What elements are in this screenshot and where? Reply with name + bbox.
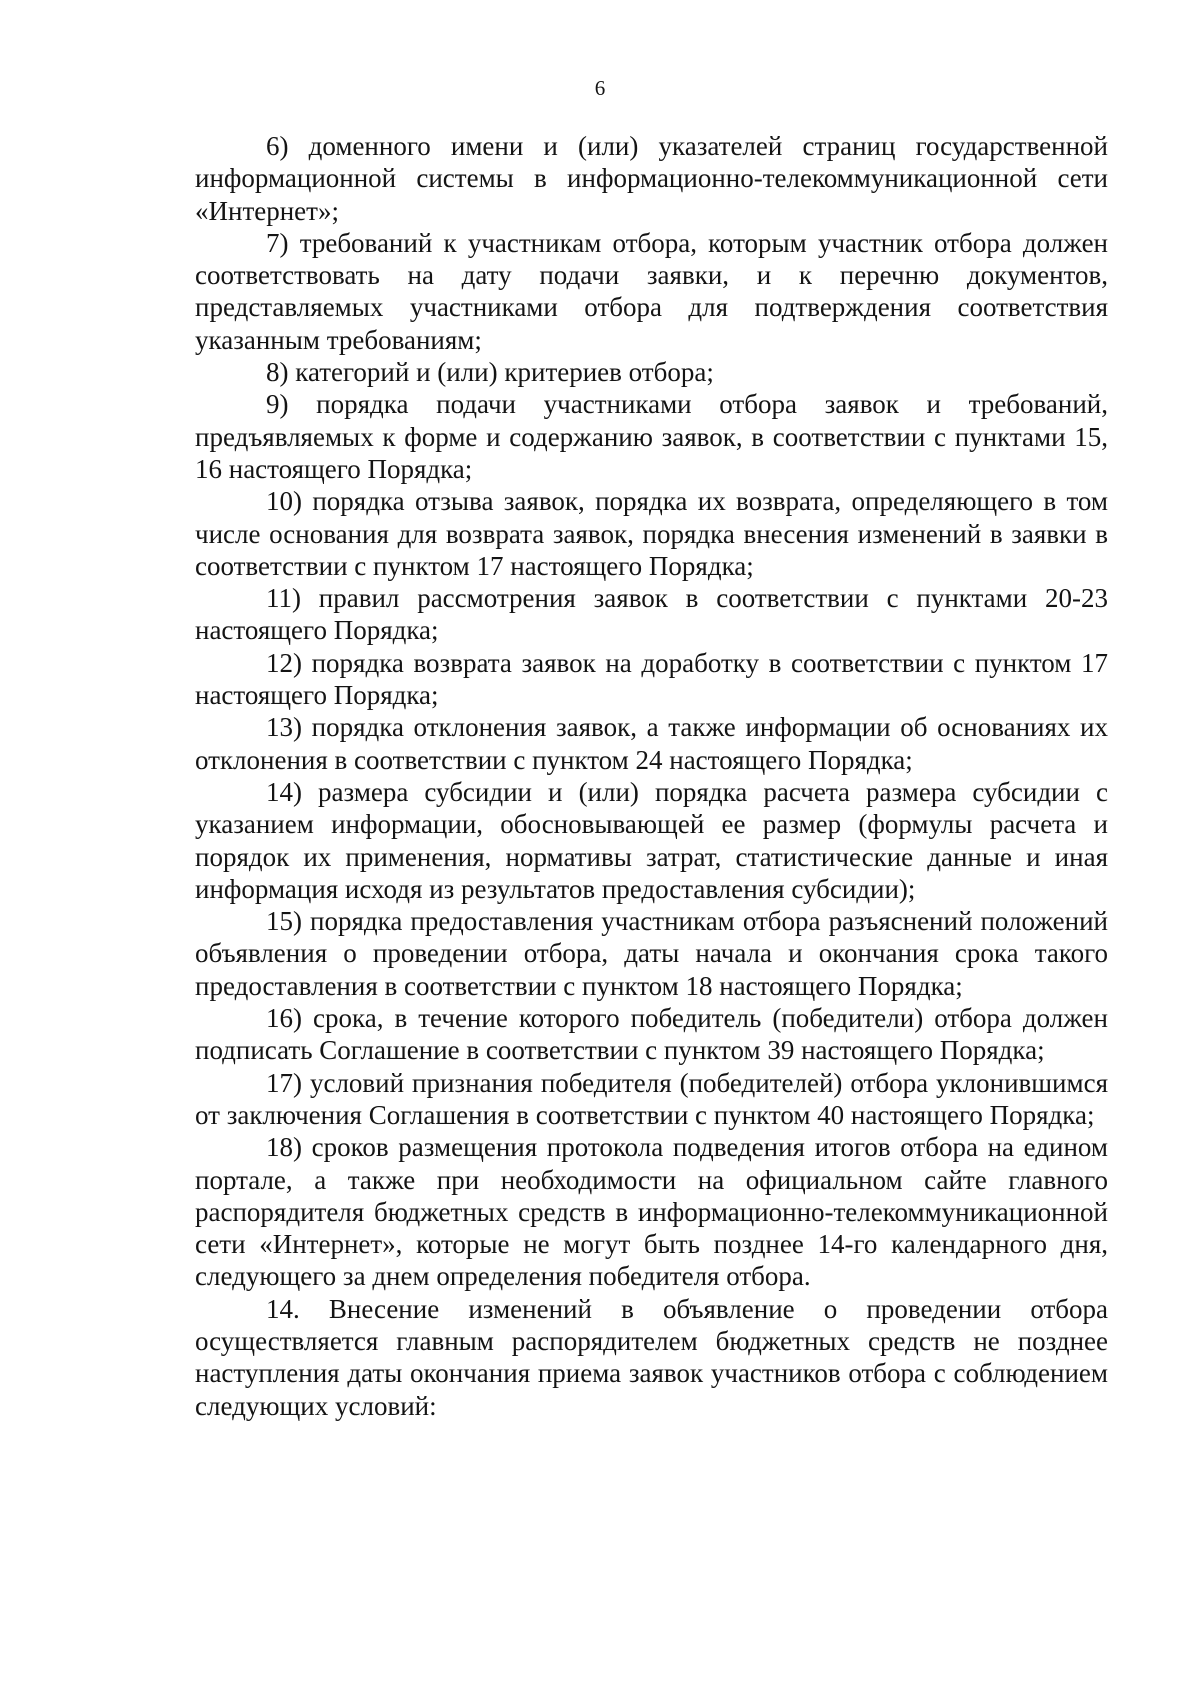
list-item-10: 10) порядка отзыва заявок, порядка их возврата, определяющего в том числе основания для возврата заявок, порядка внесения изменений в заявки в соответствии с пунктом 17 настоящего Порядка; [195, 486, 1108, 581]
list-item-14: 14) размера субсидии и (или) порядка расчета размера субсидии с указанием информации, обосновывающей ее размер (формулы расчета и порядок их применения, нормативы затрат, статистические данные и иная информация исходя из результатов предоставления субсидии); [195, 776, 1108, 904]
section-14-paragraph: 14. Внесение изменений в объявление о проведении отбора осуществляется главным распорядителем бюджетных средств не позднее наступления даты окончания приема заявок участников отбора с соблюдением следующих условий: [195, 1293, 1108, 1421]
list-item-8: 8) категорий и (или) критериев отбора; [266, 357, 714, 388]
list-item-11: 11) правил рассмотрения заявок в соответствии с пунктами 20-23 настоящего Порядка; [195, 583, 1108, 646]
list-item-7: 7) требований к участникам отбора, которым участник отбора должен соответствовать на дату подачи заявки, и к перечню документов, представляемых участниками отбора для подтверждения соответствия указанным требованиям; [195, 227, 1108, 355]
list-item-9: 9) порядка подачи участниками отбора заявок и требований, предъявляемых к форме и содержанию заявок, в соответствии с пунктами 15, 16 настоящего Порядка; [195, 389, 1108, 484]
list-item-12: 12) порядка возврата заявок на доработку в соответствии с пунктом 17 настоящего Порядка; [195, 647, 1108, 711]
list-item-17: 17) условий признания победителя (победителей) отбора уклонившимся от заключения Соглашения в соответствии с пунктом 40 настоящего Порядка; [195, 1067, 1108, 1130]
document-body [195, 130, 1108, 1422]
page-number: 6 [594, 76, 606, 100]
list-item-13: 13) порядка отклонения заявок, а также информации об основаниях их отклонения в соответствии с пунктом 24 настоящего Порядка; [195, 712, 1108, 775]
list-item-16: 16) срока, в течение которого победитель (победители) отбора должен подписать Соглашение в соответствии с пунктом 39 настоящего Порядка; [195, 1003, 1108, 1066]
list-item-18: 18) сроков размещения протокола подведения итогов отбора на едином портале, а также при необходимости на официальном сайте главного распорядителя бюджетных средств в информационно-телекоммуникационной сети «Интернет», которые не могут быть позднее 14-го календарного дня, следующего за днем определения победителя отбора. [195, 1132, 1108, 1292]
list-item-6: 6) доменного имени и (или) указателей страниц государственной информационной системы в информационно-телекоммуникационной сети «Интернет»; [195, 131, 1108, 226]
list-item-15: 15) порядка предоставления участникам отбора разъяснений положений объявления о проведении отбора, даты начала и окончания срока такого предоставления в соответствии с пунктом 18 настоящего Порядка; [195, 906, 1108, 1001]
